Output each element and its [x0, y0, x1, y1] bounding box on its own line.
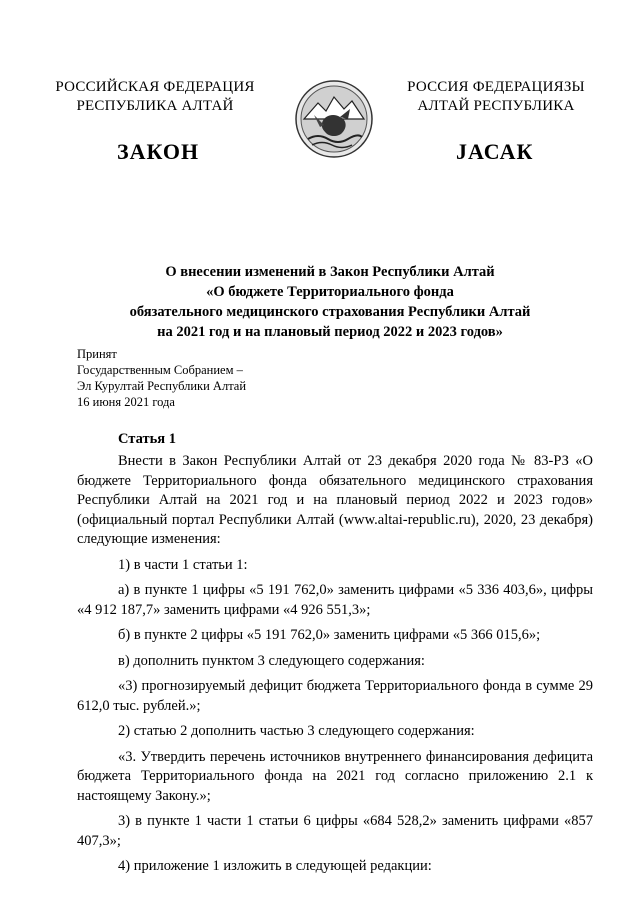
law-word-ru: ЗАКОН: [117, 139, 200, 164]
adopted-date: 16 июня 2021 года: [77, 395, 175, 409]
article-paragraph: 4) приложение 1 изложить в следующей редакции:: [118, 858, 432, 874]
article-paragraph: 3) в пункте 1 части 1 статьи 6 цифры «684 528,2» заменить цифрами «857 407,3»;: [77, 813, 593, 849]
article-paragraph: «3. Утвердить перечень источников внутреннего финансирования дефицита бюджета Территориального фонда на 2021 год согласно приложению 2.1 к настоящему Закону.»;: [77, 748, 593, 804]
adopted-label: Принят: [77, 347, 117, 361]
adopted-by-line1: Государственным Собранием –: [77, 363, 243, 377]
article-body: [77, 452, 593, 883]
adoption-info: [77, 346, 246, 410]
title-line: «О бюджете Территориального фонда: [206, 284, 454, 300]
article-paragraph: 2) статью 2 дополнить частью 3 следующего содержания:: [118, 723, 475, 739]
country-name-alt: РОССИЯ ФЕДЕРАЦИЯЗЫ: [407, 79, 585, 95]
republic-name-alt: АЛТАЙ РЕСПУБЛИКА: [417, 98, 575, 114]
article-paragraph: 1) в части 1 статьи 1:: [118, 556, 248, 573]
article-paragraph: б) в пункте 2 цифры «5 191 762,0» заменить цифрами «5 366 015,6»;: [118, 627, 541, 643]
altai-republic-emblem-icon: [294, 79, 374, 159]
title-line: на 2021 год и на плановый период 2022 и 2023 годов»: [157, 324, 503, 340]
article-heading: Статья 1: [118, 431, 176, 447]
article-paragraph: а) в пункте 1 цифры «5 191 762,0» заменить цифрами «5 336 403,6», цифры «4 912 187,7» заменить цифрами «4 926 551,3»;: [77, 582, 593, 618]
law-title: [60, 262, 600, 342]
law-word-alt: JАСАК: [456, 139, 534, 164]
title-line: обязательного медицинского страхования Республики Алтай: [129, 304, 531, 320]
header-left-block: [55, 78, 255, 116]
article-paragraph: «3) прогнозируемый дефицит бюджета Территориального фонда в сумме 29 612,0 тыс. рублей.»;: [77, 678, 593, 714]
title-line: О внесении изменений в Закон Республики Алтай: [165, 264, 495, 280]
header-right-block: [396, 78, 596, 116]
adopted-by-line2: Эл Курултай Республики Алтай: [77, 379, 247, 393]
article-paragraph: Внести в Закон Республики Алтай от 23 декабря 2020 года № 83-РЗ «О бюджете Территориального фонда обязательного медицинского страхования Республики Алтай на 2021 год и на плановый период 2022 и 2023 годов» (официальный портал Республики Алтай (www.altai-republic.ru), 2020, 23 декабря) следующие изменения:: [77, 453, 593, 547]
article-paragraph: в) дополнить пунктом 3 следующего содержания:: [118, 652, 425, 669]
country-name-ru: РОССИЙСКАЯ ФЕДЕРАЦИЯ: [55, 79, 255, 95]
republic-name-ru: РЕСПУБЛИКА АЛТАЙ: [76, 98, 234, 114]
